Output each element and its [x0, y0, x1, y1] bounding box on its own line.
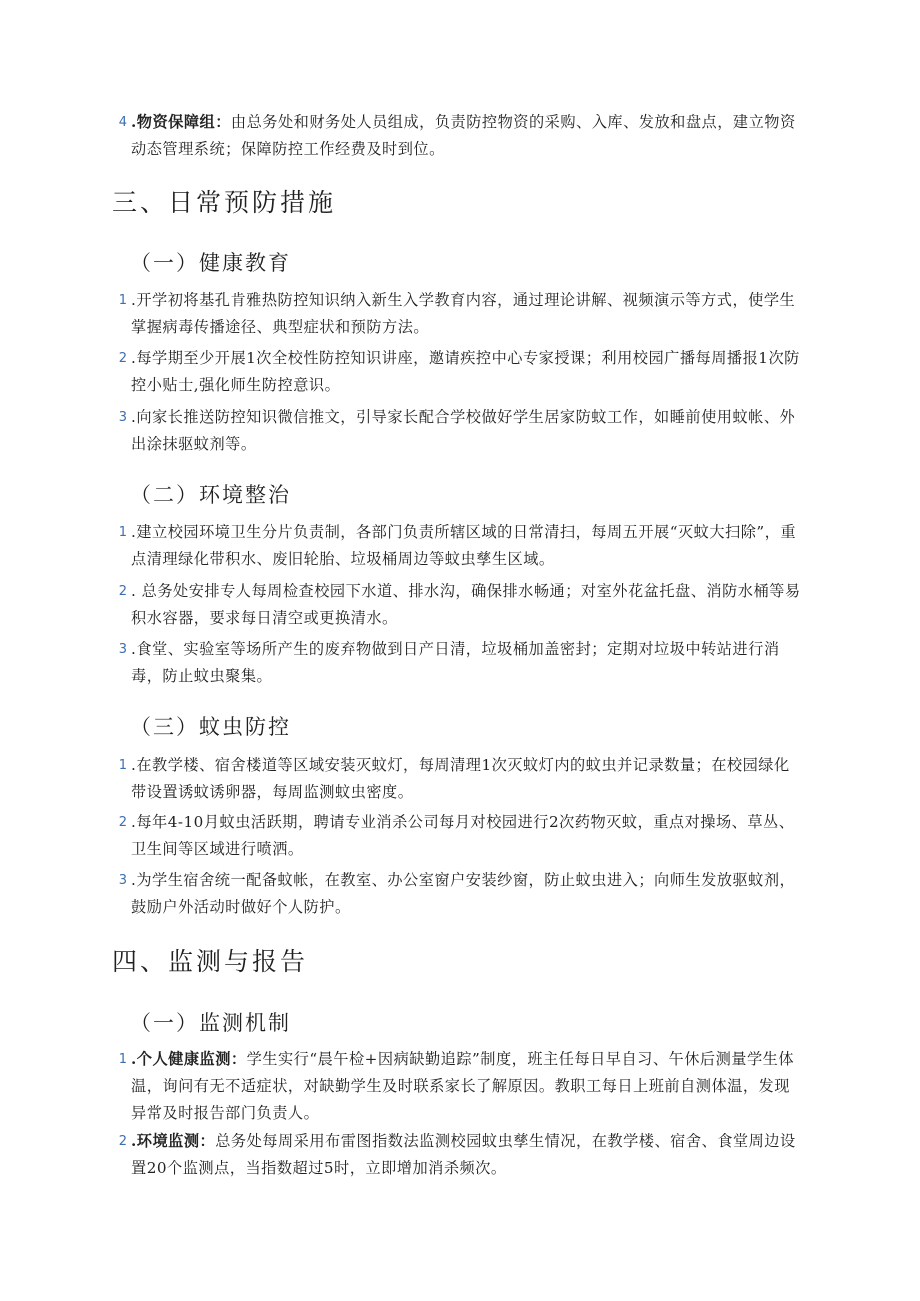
list-text: .为学生宿舍统一配备蚊帐，在教室、办公室窗户安装纱窗，防止蚊虫进入；向师生发放驱蚊剂，鼓励户外活动时做好个人防护。 [131, 871, 796, 916]
list-item [0, 519, 920, 573]
subsection-heading: （三）蚊虫防控 [130, 715, 291, 739]
list-text: .食堂、实验室等场所产生的废弃物做到日产日清，垃圾桶加盖密封；定期对垃圾中转站进行消毒，防止蚊虫聚集。 [131, 640, 780, 685]
list-text: .每学期至少开展1次全校性防控知识讲座，邀请疾控中心专家授课；利用校园广播每周播报1次防控小贴士,强化师生防控意识。 [131, 349, 800, 394]
list-item [0, 1128, 920, 1182]
bold-label: .物资保障组： [131, 113, 231, 131]
list-number: 2 [118, 584, 127, 599]
list-number: 2 [118, 351, 127, 366]
list-text: .在教学楼、宿舍楼道等区域安装灭蚊灯，每周清理1次灭蚊灯内的蚊虫并记录数量；在校园绿化带设置诱蚊诱卵器，每周监测蚊虫密度。 [131, 756, 790, 801]
subsection-heading: （一）监测机制 [130, 1011, 291, 1035]
list-number: 4 [118, 115, 127, 130]
list-item [0, 636, 920, 690]
list-number: 2 [118, 1134, 127, 1149]
list-text: .开学初将基孔肯雅热防控知识纳入新生入学教育内容，通过理论讲解、视频演示等方式，使学生掌握病毒传播途径、典型症状和预防方法。 [131, 291, 796, 336]
list-item [0, 1046, 920, 1127]
section-heading: 三、日常预防措施 [112, 188, 337, 217]
list-item [0, 809, 920, 863]
list-item [0, 752, 920, 806]
list-number: 3 [118, 873, 127, 888]
list-text: .每年4-10月蚊虫活跃期，聘请专业消杀公司每月对校园进行2次药物灭蚊，重点对操场、草丛、卫生间等区域进行喷洒。 [131, 813, 795, 858]
subsection-heading: （一）健康教育 [130, 251, 291, 275]
list-number: 2 [118, 815, 127, 830]
list-item [0, 578, 920, 632]
list-text: .个人健康监测：学生实行“晨午检+因病缺勤追踪”制度，班主任每日早自习、午休后测量学生体温，询问有无不适症状，对缺勤学生及时联系家长了解原因。教职工每日上班前自测体温，发现异常及时报告部门负责人。 [131, 1050, 795, 1122]
list-item [0, 404, 920, 458]
list-number: 1 [118, 758, 127, 773]
bold-label: .环境监测： [131, 1132, 216, 1150]
list-text: .向家长推送防控知识微信推文，引导家长配合学校做好学生居家防蚊工作，如睡前使用蚊帐、外出涂抹驱蚊剂等。 [131, 408, 796, 453]
list-number: 1 [118, 293, 127, 308]
list-item [0, 867, 920, 921]
section-heading: 四、监测与报告 [112, 947, 309, 976]
subsection-heading: （二）环境整治 [130, 483, 291, 507]
list-number: 3 [118, 642, 127, 657]
list-number: 1 [118, 525, 127, 540]
list-text: .物资保障组：由总务处和财务处人员组成，负责防控物资的采购、入库、发放和盘点，建立物资动态管理系统；保障防控工作经费及时到位。 [131, 113, 796, 158]
list-number: 1 [118, 1052, 127, 1067]
list-number: 3 [118, 410, 127, 425]
list-text: . 总务处安排专人每周检查校园下水道、排水沟，确保排水畅通；对室外花盆托盘、消防水桶等易积水容器，要求每日清空或更换清水。 [131, 582, 801, 627]
bold-label: .个人健康监测： [131, 1050, 247, 1068]
list-text: .环境监测：总务处每周采用布雷图指数法监测校园蚊虫孳生情况，在教学楼、宿舍、食堂周边设置20个监测点，当指数超过5时，立即增加消杀频次。 [131, 1132, 796, 1177]
list-item [0, 345, 920, 399]
list-item [0, 109, 920, 163]
list-text: .建立校园环境卫生分片负责制，各部门负责所辖区域的日常清扫，每周五开展“灭蚊大扫除”，重点清理绿化带积水、废旧轮胎、垃圾桶周边等蚊虫孳生区域。 [131, 523, 797, 568]
list-item [0, 287, 920, 341]
